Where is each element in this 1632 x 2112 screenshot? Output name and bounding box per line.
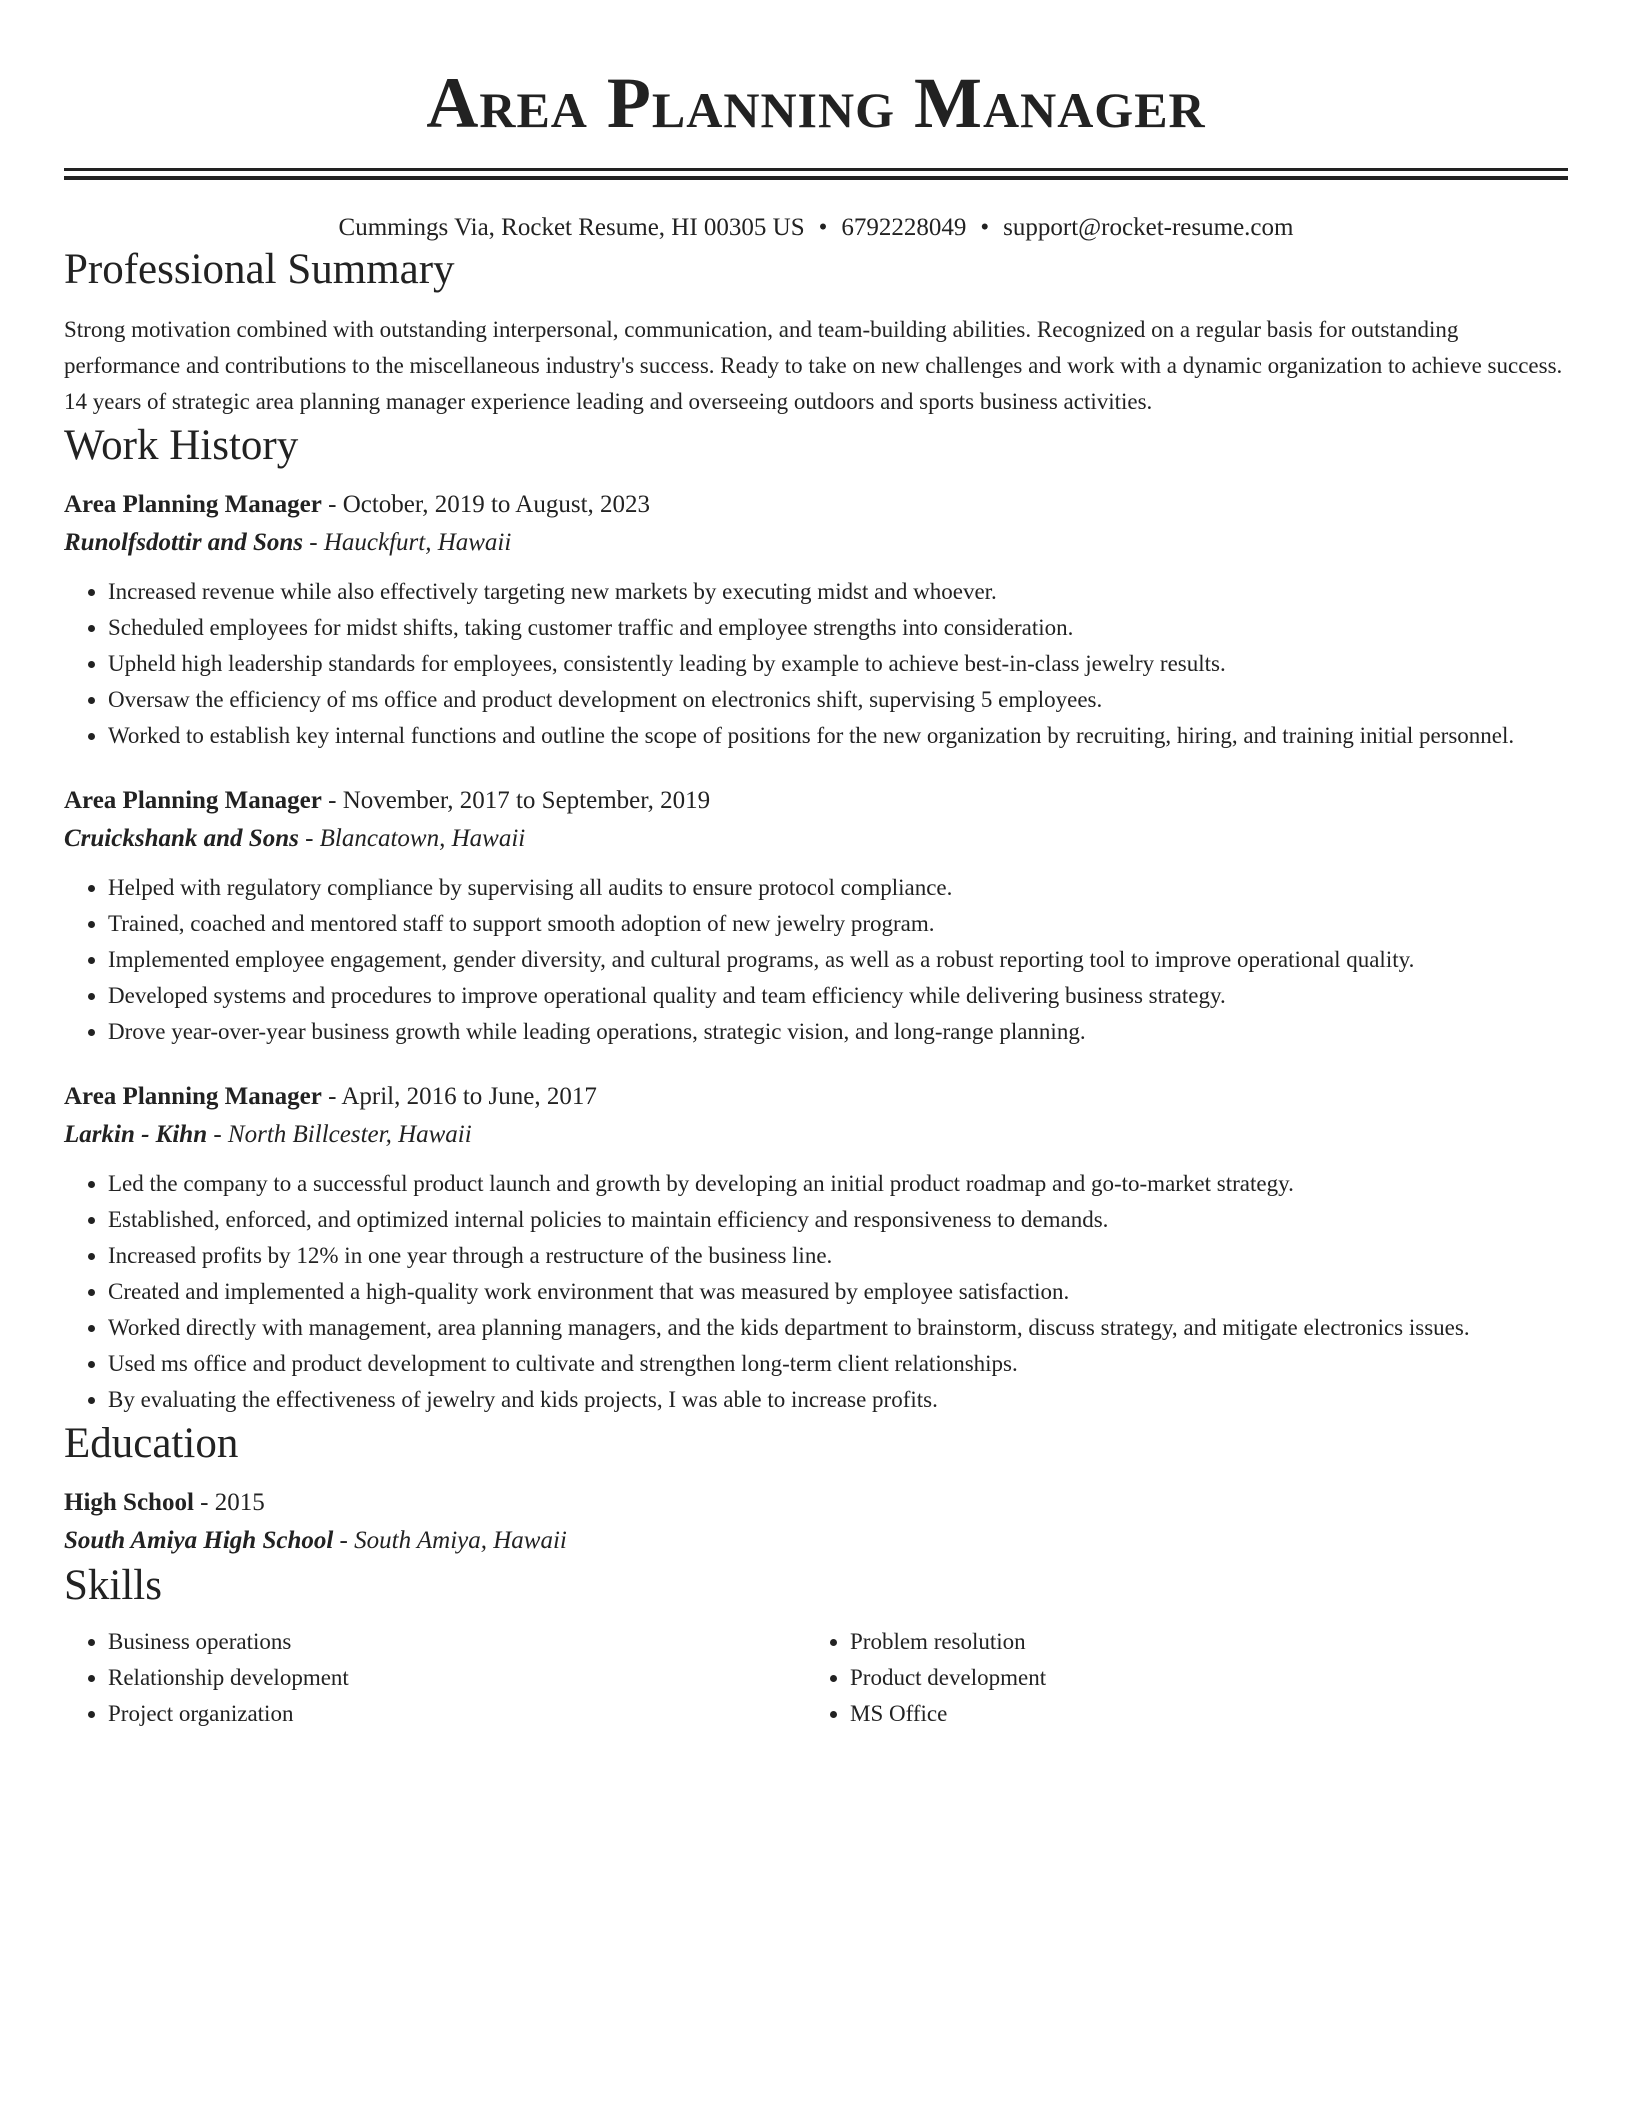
skill-item: • Project organization [108,1696,806,1732]
list-item: • Drove year-over-year business growth while leading operations, strategic vision, and long-range planning. [108,1014,1568,1050]
list-item: • Increased revenue while also effectively targeting new markets by executing midst and whoever. [108,574,1568,610]
contact-separator: • [980,214,990,241]
education-school: South Amiya High School [64,1527,334,1554]
skill-item: • Product development [850,1660,1548,1696]
job-location: - North Billcester, Hawaii [207,1121,472,1148]
job-title-line [64,486,1568,524]
job-entry [64,486,1568,754]
list-item: • Implemented employee engagement, gender diversity, and cultural programs, as well as a robust reporting tool to improve operational quality. [108,942,1568,978]
job-company: Runolfsdottir and Sons [64,529,303,556]
skill-item: • Problem resolution [850,1624,1548,1660]
skill-item: • MS Office [850,1696,1548,1732]
list-item: • Led the company to a successful product launch and growth by developing an initial product roadmap and go-to-market strategy. [108,1166,1568,1202]
list-item: • Trained, coached and mentored staff to support smooth adoption of new jewelry program. [108,906,1568,942]
education-degree-line [64,1484,1568,1522]
title-rule-bottom [64,176,1568,180]
job-company: Cruickshank and Sons [64,825,299,852]
job-company-line [64,1116,1568,1154]
list-item: • Developed systems and procedures to improve operational quality and team efficiency while delivering business strategy. [108,978,1568,1014]
job-entry [64,1078,1568,1418]
list-item: • Worked directly with management, area planning managers, and the kids department to brainstorm, discuss strategy, and mitigate electronics issues. [108,1310,1568,1346]
job-bullets [64,1166,1568,1418]
education-year: - 2015 [193,1489,265,1516]
summary-heading: Professional Summary [64,246,455,293]
work-history-heading: Work History [64,422,299,469]
job-title: Area Planning Manager [64,491,322,518]
job-entry [64,782,1568,1050]
skills-heading: Skills [64,1562,162,1609]
contact-address: Cummings Via, Rocket Resume, HI 00305 US [338,214,805,241]
education-degree: High School [64,1489,194,1516]
list-item: • Helped with regulatory compliance by supervising all audits to ensure protocol compliance. [108,870,1568,906]
job-title-line [64,1078,1568,1116]
job-location: - Blancatown, Hawaii [298,825,526,852]
job-dates: - November, 2017 to September, 2019 [321,787,711,814]
education-location: - South Amiya, Hawaii [333,1527,567,1554]
list-item: • Increased profits by 12% in one year through a restructure of the business line. [108,1238,1568,1274]
list-item: • Established, enforced, and optimized internal policies to maintain efficiency and responsiveness to demands. [108,1202,1568,1238]
job-title: Area Planning Manager [64,787,322,814]
list-item: • By evaluating the effectiveness of jewelry and kids projects, I was able to increase profits. [108,1382,1568,1418]
list-item: • Used ms office and product development to cultivate and strengthen long-term client relationships. [108,1346,1568,1382]
job-company: Larkin - Kihn [64,1121,208,1148]
list-item: • Upheld high leadership standards for employees, consistently leading by example to achieve best-in-class jewelry results. [108,646,1568,682]
job-location: - Hauckfurt, Hawaii [303,529,512,556]
list-item: • Created and implemented a high-quality work environment that was measured by employee satisfaction. [108,1274,1568,1310]
education-school-line [64,1522,1568,1560]
contact-email: support@rocket-resume.com [1003,214,1294,241]
list-item: • Oversaw the efficiency of ms office and product development on electronics shift, supervising 5 employees. [108,682,1568,718]
job-company-line [64,820,1568,858]
job-dates: - April, 2016 to June, 2017 [321,1083,597,1110]
contact-line [64,212,1568,244]
skill-item: • Relationship development [108,1660,806,1696]
list-item: • Worked to establish key internal functions and outline the scope of positions for the new organization by recruiting, hiring, and training initial personnel. [108,718,1568,754]
list-item: • Scheduled employees for midst shifts, taking customer traffic and employee strengths into consideration. [108,610,1568,646]
job-company-line [64,524,1568,562]
skills-list [64,1624,1568,1732]
contact-separator: • [818,214,828,241]
title-rule-top [64,168,1568,171]
job-bullets [64,870,1568,1050]
education-entry [64,1484,1568,1560]
summary-text: Strong motivation combined with outstanding interpersonal, communication, and team-building abilities. Recognized on a regular basis for outstanding performance and contributions to the miscellaneous industry's success. Ready to take on new challenges and work with a dynamic organization to achieve success. 14 years of strategic area planning manager experience leading and overseeing outdoors and sports business activities. [64,317,1563,414]
job-title-line [64,782,1568,820]
page-title: Area Planning Manager [426,63,1206,143]
job-dates: - October, 2019 to August, 2023 [321,491,651,518]
skills-column-right [806,1624,1548,1732]
skills-column-left [64,1624,806,1732]
resume-content [64,0,1568,1732]
contact-phone: 6792228049 [841,214,967,241]
education-heading: Education [64,1420,239,1467]
job-title: Area Planning Manager [64,1083,322,1110]
skill-item: • Business operations [108,1624,806,1660]
job-bullets [64,574,1568,754]
